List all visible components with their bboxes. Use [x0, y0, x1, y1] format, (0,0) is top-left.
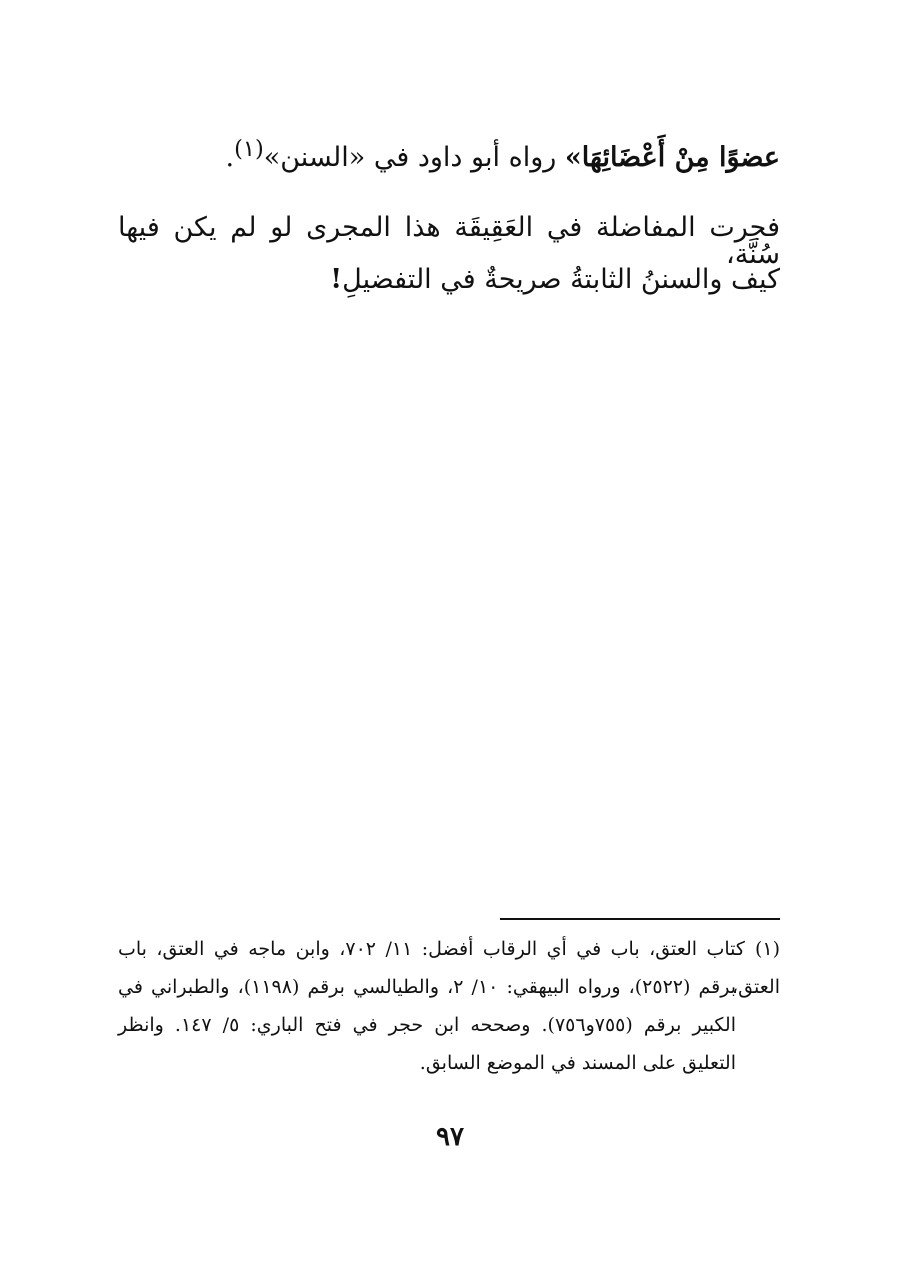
- sentence-end: .: [225, 142, 235, 173]
- quote-end-bold: عضوًا مِنْ أَعْضَائِهَا»: [564, 142, 780, 173]
- main-text: [118, 138, 780, 318]
- footnote-line-2: برقم (٢٥٢٢)، ورواه البيهقي: ١٠/ ٢، والطيالسي برقم (١١٩٨)، والطبراني في: [118, 976, 736, 998]
- exclamation-mark: !: [330, 264, 343, 295]
- page-number: ٩٧: [436, 1122, 464, 1152]
- footnotes: [118, 930, 780, 1082]
- main-text-line-3-body: كيف والسننُ الثابتةُ صريحةٌ في التفضيلِ: [342, 264, 780, 295]
- main-text-line-3: [118, 266, 780, 318]
- footnote-line-4: التعليق على المسند في الموضع السابق.: [419, 1052, 736, 1074]
- footnote-line-3: الكبير برقم (٧٥٥و٧٥٦). وصححه ابن حجر في فتح الباري: ٥/ ١٤٧. وانظر: [118, 1014, 736, 1036]
- footnote-marker: (١): [754, 938, 780, 960]
- main-text-line-1: [118, 138, 780, 198]
- footnote-reference: (١): [234, 136, 264, 162]
- footnote-separator: [500, 918, 780, 920]
- main-text-line-2: فجرت المفاضلة في العَقِيقَة هذا المجرى لو لم يكن فيها سُنَّة،: [118, 212, 780, 270]
- footnote-line-1-text: كتاب العتق، باب في أي الرقاب أفضل: ١١/ ٧٠٢، وابن ماجه في العتق، باب العتق،: [118, 938, 780, 998]
- narration-source: رواه أبو داود في «السنن»: [263, 142, 565, 173]
